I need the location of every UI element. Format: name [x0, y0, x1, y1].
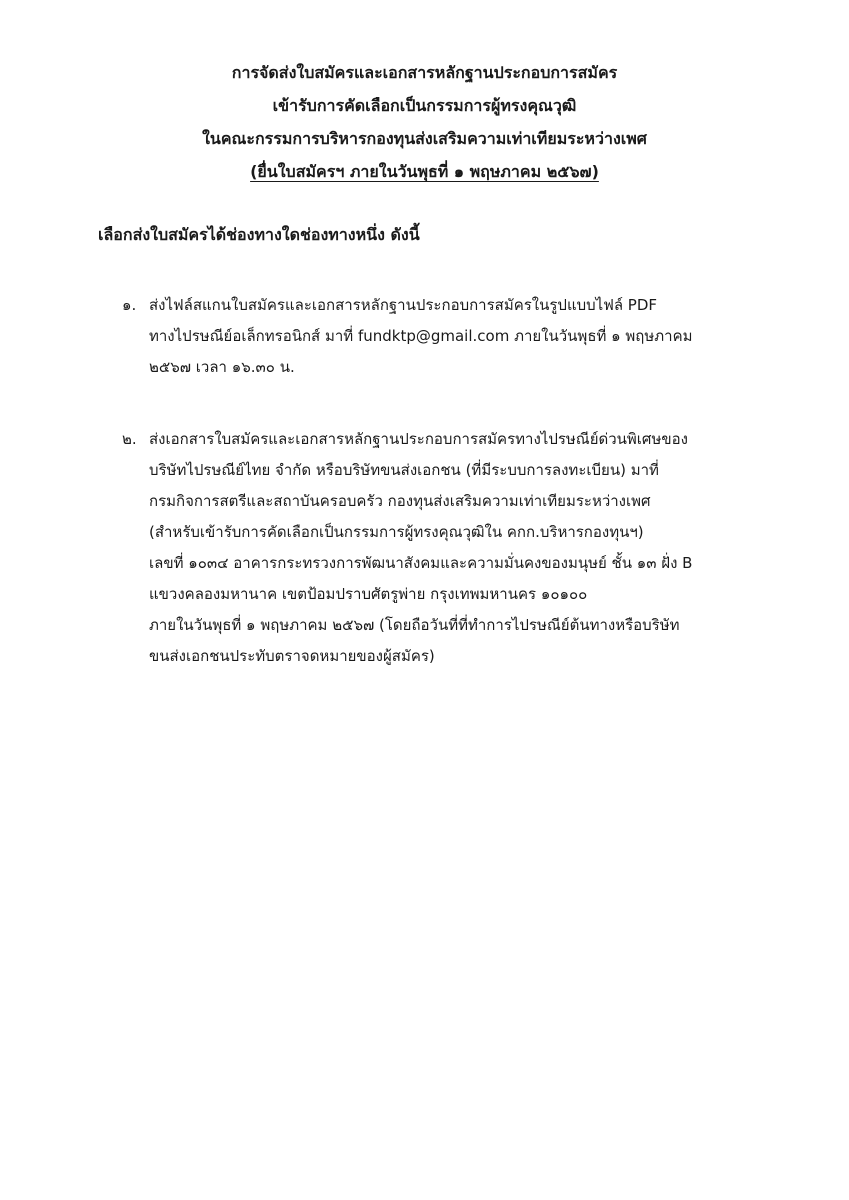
item-text-line: ส่งไฟล์สแกนใบสมัครและเอกสารหลักฐานประกอบการสมัครในรูปแบบไฟล์ PDF	[149, 296, 658, 314]
item-text-line: บริษัทไปรษณีย์ไทย จำกัด หรือบริษัทขนส่งเอกชน (ที่มีระบบการลงทะเบียน) มาที่	[149, 461, 659, 479]
title-deadline-text: (ยื่นใบสมัครฯ ภายในวันพุธที่ ๑ พฤษภาคม ๒๕๖๗)	[250, 162, 599, 181]
title-deadline	[0, 155, 849, 188]
item-text-line: กรมกิจการสตรีและสถาบันครอบครัว กองทุนส่งเสริมความเท่าเทียมระหว่างเพศ	[149, 492, 651, 510]
item-text-line: ภายในวันพุธที่ ๑ พฤษภาคม ๒๕๖๗ (โดยถือวันที่ที่ทำการไปรษณีย์ต้นทางหรือบริษัท	[149, 616, 680, 634]
list-item-2	[122, 424, 762, 672]
item-text-line: (สำหรับเข้ารับการคัดเลือกเป็นกรรมการผู้ทรงคุณวุฒิใน คกก.บริหารกองทุนฯ)	[149, 523, 644, 541]
title-line-3: ในคณะกรรมการบริหารกองทุนส่งเสริมความเท่าเทียมระหว่างเพศ	[202, 129, 647, 148]
list-item-1	[122, 290, 762, 383]
title-line-2: เข้ารับการคัดเลือกเป็นกรรมการผู้ทรงคุณวุฒิ	[272, 96, 577, 115]
item-number: ๑.	[122, 296, 137, 314]
item-text-line: ขนส่งเอกชนประทับตราจดหมายของผู้สมัคร)	[149, 647, 435, 665]
item-text-line: ทางไปรษณีย์อเล็กทรอนิกส์ มาที่ fundktp@gmail.com ภายในวันพุธที่ ๑ พฤษภาคม	[149, 327, 693, 345]
title-line-1: การจัดส่งใบสมัครและเอกสารหลักฐานประกอบการสมัคร	[231, 63, 618, 82]
item-text-line: ส่งเอกสารใบสมัครและเอกสารหลักฐานประกอบการสมัครทางไปรษณีย์ด่วนพิเศษของ	[149, 430, 688, 448]
item-number: ๒.	[122, 430, 137, 448]
section-heading: เลือกส่งใบสมัครได้ช่องทางใดช่องทางหนึ่ง ดังนี้	[98, 225, 420, 244]
item-text-line: แขวงคลองมหานาค เขตป้อมปราบศัตรูพ่าย กรุงเทพมหานคร ๑๐๑๐๐	[149, 585, 588, 603]
document-title	[0, 56, 849, 188]
item-text-line: เลขที่ ๑๐๓๔ อาคารกระทรวงการพัฒนาสังคมและความมั่นคงของมนุษย์ ชั้น ๑๓ ฝั่ง B	[149, 554, 693, 572]
item-text-line: ๒๕๖๗ เวลา ๑๖.๓๐ น.	[149, 358, 295, 376]
